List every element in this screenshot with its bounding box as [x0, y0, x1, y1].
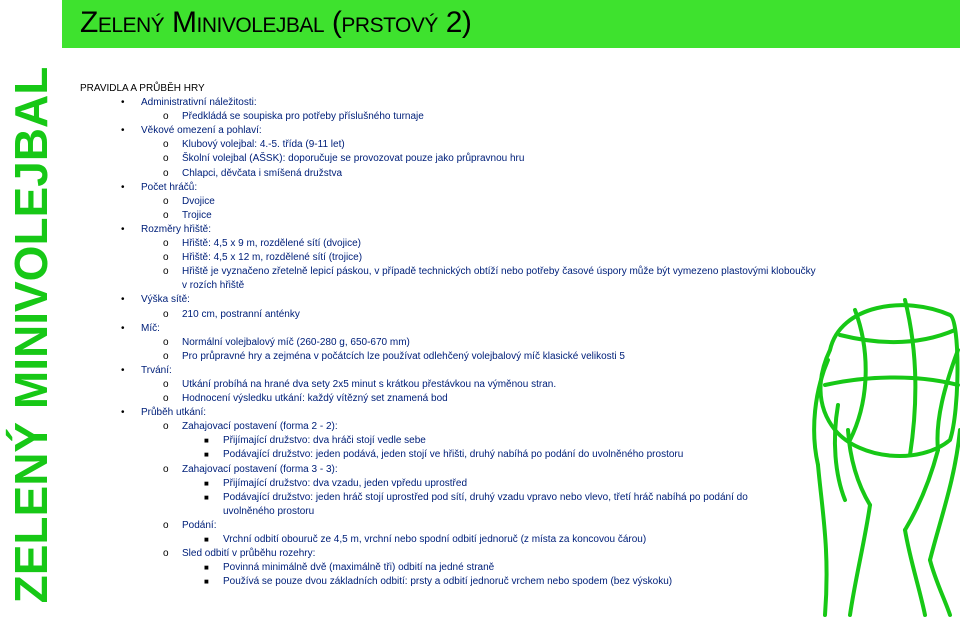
item-text: Podávající družstvo: jeden hráč stojí uprostřed pod sítí, druhý vzadu vpravo nebo vlevo, třetí hráč nabíhá po podání do	[223, 491, 748, 503]
bullet-dot-icon: •	[121, 181, 125, 193]
bullet-item	[80, 293, 860, 307]
bullet-item	[80, 124, 860, 138]
sub-item	[80, 195, 860, 209]
sub-sub-item	[80, 477, 860, 491]
sub-item	[80, 152, 860, 166]
bullet-circle-icon: o	[163, 378, 169, 390]
side-title-container	[0, 48, 62, 622]
sub-item	[80, 237, 860, 251]
item-text: Hřiště: 4,5 x 12 m, rozdělené sítí (trojice)	[182, 252, 363, 264]
item-text: Hřiště: 4,5 x 9 m, rozdělené sítí (dvojice)	[182, 238, 361, 250]
page-title: Zelený Minivolejbal (prstový 2)	[80, 6, 472, 39]
item-text: Podávající družstvo: jeden podává, jeden stojí ve hřišti, druhý nabíhá po podání do uvolněného prostoru	[223, 449, 684, 461]
sub-item	[80, 350, 860, 364]
item-text: Utkání probíhá na hrané dva sety 2x5 minut s krátkou přestávkou na výměnou stran.	[182, 378, 557, 390]
bullet-item	[80, 181, 860, 195]
bullet-circle-icon: o	[163, 266, 169, 278]
sub-item	[80, 110, 860, 124]
bullet-circle-icon: o	[163, 393, 169, 405]
sub-sub-item	[80, 448, 860, 462]
sub-sub-item	[80, 533, 860, 547]
section-heading: PRAVIDLA A PRŮBĚH HRY	[80, 83, 205, 94]
item-text-continued: v rozích hřiště	[182, 280, 245, 292]
bullet-circle-icon: o	[163, 519, 169, 531]
bullet-square-icon: ■	[204, 563, 209, 573]
bullet-circle-icon: o	[163, 238, 169, 250]
bullet-circle-icon: o	[163, 252, 169, 264]
item-text: Pro průpravné hry a zejména v počátcích lze používat odlehčený volejbalový míč klasické velikosti 5	[182, 350, 625, 362]
sub-sub-item	[80, 575, 860, 589]
sub-item	[80, 547, 860, 561]
bullet-item	[80, 223, 860, 237]
bullet-item	[80, 96, 860, 110]
bullet-circle-icon: o	[163, 153, 169, 165]
bullet-item	[80, 364, 860, 378]
bullet-dot-icon: •	[121, 294, 125, 306]
bullet-circle-icon: o	[163, 336, 169, 348]
item-text: Vrchní odbití obouruč ze 4,5 m, vrchní nebo spodní odbití jednoruč (z místa za koncovou čárou)	[223, 534, 647, 545]
item-text: Chlapci, děvčata i smíšená družstva	[182, 167, 343, 179]
bullet-dot-icon: •	[121, 125, 125, 137]
sub-item	[80, 251, 860, 265]
sub-item	[80, 463, 860, 477]
sub-item	[80, 420, 860, 434]
item-text: Předkládá se soupiska pro potřeby příslušného turnaje	[182, 111, 424, 123]
volleyball-hands-icon	[810, 290, 960, 620]
item-text: Trojice	[182, 209, 212, 221]
item-text: Zahajovací postavení (forma 3 - 3):	[182, 463, 338, 475]
item-text: Školní volejbal (AŠSK): doporučuje se provozovat pouze jako průpravnou hru	[182, 153, 525, 165]
bullet-circle-icon: o	[163, 111, 169, 123]
item-text: Dvojice	[182, 195, 215, 207]
sub-sub-item	[80, 434, 860, 448]
bullet-circle-icon: o	[163, 350, 169, 362]
bullet-circle-icon: o	[163, 548, 169, 560]
bullet-circle-icon: o	[163, 195, 169, 207]
bullet-square-icon: ■	[204, 492, 209, 502]
sub-item	[80, 308, 860, 322]
item-text: Zahajovací postavení (forma 2 - 2):	[182, 421, 338, 433]
bullet-dot-icon: •	[121, 223, 125, 235]
item-text: Průběh utkání:	[141, 407, 207, 419]
item-text: Klubový volejbal: 4.-5. třída (9-11 let)	[182, 139, 345, 151]
item-text-continued: uvolněného prostoru	[223, 505, 315, 517]
item-text: Přijímající družstvo: dva vzadu, jeden vpředu uprostřed	[223, 477, 468, 489]
bullet-item	[80, 406, 860, 420]
rules-content	[80, 82, 860, 589]
bullet-item	[80, 322, 860, 336]
item-text: Normální volejbalový míč (260-280 g, 650-670 mm)	[182, 336, 410, 348]
sub-item	[80, 209, 860, 223]
bullet-circle-icon: o	[163, 209, 169, 221]
sub-item	[80, 392, 860, 406]
sub-sub-item	[80, 491, 860, 519]
item-text: Používá se pouze dvou základních odbití: prsty a odbití jednoruč vrchem nebo spodem (bez výskoku)	[223, 576, 673, 588]
bullet-square-icon: ■	[204, 577, 209, 587]
bullet-circle-icon: o	[163, 167, 169, 179]
bullet-circle-icon: o	[163, 308, 169, 320]
rules-list	[80, 96, 860, 589]
sub-item	[80, 265, 860, 293]
item-text: Výška sítě:	[141, 294, 190, 306]
title-banner	[62, 0, 960, 48]
bullet-square-icon: ■	[204, 478, 209, 488]
item-text: Hodnocení výsledku utkání: každý vítězný set znamená bod	[182, 393, 448, 405]
sub-sub-item	[80, 561, 860, 575]
item-text: Trvání:	[141, 364, 172, 376]
bullet-square-icon: ■	[204, 535, 209, 544]
bullet-dot-icon: •	[121, 97, 125, 109]
bullet-circle-icon: o	[163, 139, 169, 151]
item-text: Hřiště je vyznačeno zřetelně lepicí páskou, v případě technických obtíží nebo potřeby časové úspory může být vymezeno plastovými kloboučky	[182, 266, 816, 278]
item-text: Sled odbití v průběhu rozehry:	[182, 548, 316, 560]
sub-item	[80, 167, 860, 181]
item-text: 210 cm, postranní anténky	[182, 308, 300, 320]
bullet-dot-icon: •	[121, 407, 125, 419]
item-text: Podání:	[182, 519, 217, 531]
item-text: Rozměry hřiště:	[141, 223, 212, 235]
bullet-circle-icon: o	[163, 421, 169, 433]
bullet-dot-icon: •	[121, 322, 125, 334]
bullet-circle-icon: o	[163, 463, 169, 475]
item-text: Míč:	[141, 322, 160, 334]
sub-item	[80, 336, 860, 350]
sub-item	[80, 519, 860, 533]
bullet-square-icon: ■	[204, 436, 209, 446]
bullet-dot-icon: •	[121, 364, 125, 376]
item-text: Počet hráčů:	[141, 181, 198, 193]
side-title: ZELENÝ MINIVOLEJBAL	[5, 66, 57, 604]
item-text: Věkové omezení a pohlaví:	[141, 125, 262, 137]
item-text: Administrativní náležitosti:	[141, 97, 257, 109]
sub-item	[80, 378, 860, 392]
item-text: Přijímající družstvo: dva hráči stojí vedle sebe	[223, 435, 426, 447]
item-text: Povinná minimálně dvě (maximálně tři) odbití na jedné straně	[223, 562, 495, 574]
sub-item	[80, 138, 860, 152]
bullet-square-icon: ■	[204, 450, 209, 460]
